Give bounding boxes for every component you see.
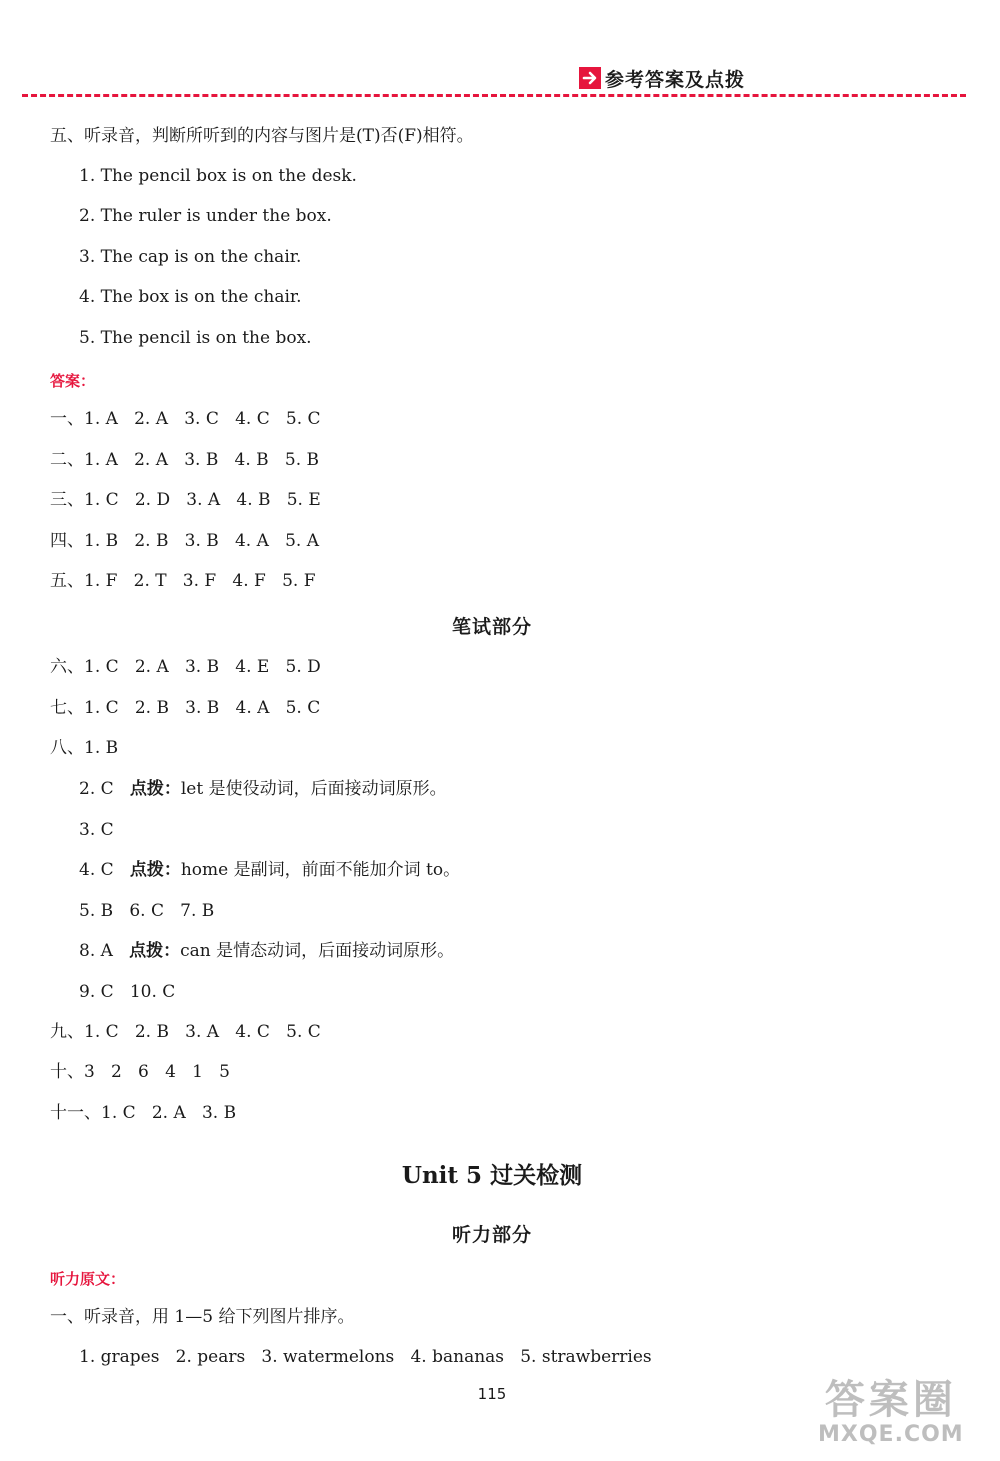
answers-label: 答案：	[50, 372, 96, 390]
answer: 4. C	[79, 860, 114, 880]
answer-row: 五、1. F 2. T 3. F 4. F 5. F	[50, 571, 316, 591]
answer-row: 三、1. C 2. D 3. A 4. B 5. E	[50, 490, 321, 510]
watermark	[818, 1378, 964, 1448]
tip-label: 点拨：	[129, 860, 181, 880]
answer-row: 9. C 10. C	[79, 982, 176, 1002]
unit-title: Unit 5 过关检测	[401, 1162, 583, 1189]
list-item: 4. The box is on the chair.	[79, 287, 302, 307]
answer-row: 八、1. B	[50, 738, 119, 758]
listening-heading: 听力部分	[451, 1224, 532, 1246]
answer-row: 十、3 2 6 4 1 5	[50, 1062, 230, 1082]
arrow-right-icon	[579, 67, 601, 89]
answer: 2. C	[79, 779, 114, 799]
answer-with-tip	[79, 778, 447, 800]
list-item: 3. The cap is on the chair.	[79, 247, 302, 267]
listening-section1-items: 1. grapes 2. pears 3. watermelons 4. bananas 5. strawberries	[79, 1347, 652, 1367]
listening-section1-instruction: 一、听录音，用 1—5 给下列图片排序。	[50, 1307, 355, 1327]
answer-row: 四、1. B 2. B 3. B 4. A 5. A	[50, 531, 319, 551]
written-heading: 笔试部分	[451, 616, 532, 638]
tip-label: 点拨：	[129, 941, 181, 961]
answer-row: 十一、1. C 2. A 3. B	[50, 1103, 237, 1123]
tip-text: can 是情态动词，后面接动词原形。	[180, 941, 455, 961]
tip-text: let 是使役动词，后面接动词原形。	[180, 779, 447, 799]
watermark-url: MXQE.COM	[818, 1422, 964, 1447]
answer-row: 一、1. A 2. A 3. C 4. C 5. C	[50, 409, 321, 429]
answer: 8. A	[79, 941, 113, 961]
tip-text: home 是副词，前面不能加介词 to。	[180, 860, 461, 880]
list-item: 5. The pencil is on the box.	[79, 328, 312, 348]
answer-row: 二、1. A 2. A 3. B 4. B 5. B	[50, 450, 319, 470]
page-number: 115	[477, 1385, 507, 1403]
list-item: 2. The ruler is under the box.	[79, 206, 332, 226]
tip-label: 点拨：	[129, 779, 181, 799]
listening-script-label: 听力原文：	[50, 1270, 126, 1288]
answer-row: 九、1. C 2. B 3. A 4. C 5. C	[50, 1022, 321, 1042]
watermark-logo: 答案圈	[824, 1377, 957, 1423]
header-badge	[579, 64, 745, 92]
answer-with-tip	[79, 859, 460, 881]
section5-instruction: 五、听录音，判断所听到的内容与图片是(T)否(F)相符。	[50, 126, 474, 146]
answer-row: 5. B 6. C 7. B	[79, 901, 215, 921]
header-title: 参考答案及点拨	[605, 68, 746, 91]
list-item: 1. The pencil box is on the desk.	[79, 166, 357, 186]
answer-with-tip	[79, 940, 454, 962]
header-divider	[22, 94, 966, 97]
answer-row: 七、1. C 2. B 3. B 4. A 5. C	[50, 698, 321, 718]
answer-row: 3. C	[79, 820, 114, 840]
answer-row: 六、1. C 2. A 3. B 4. E 5. D	[50, 657, 321, 677]
